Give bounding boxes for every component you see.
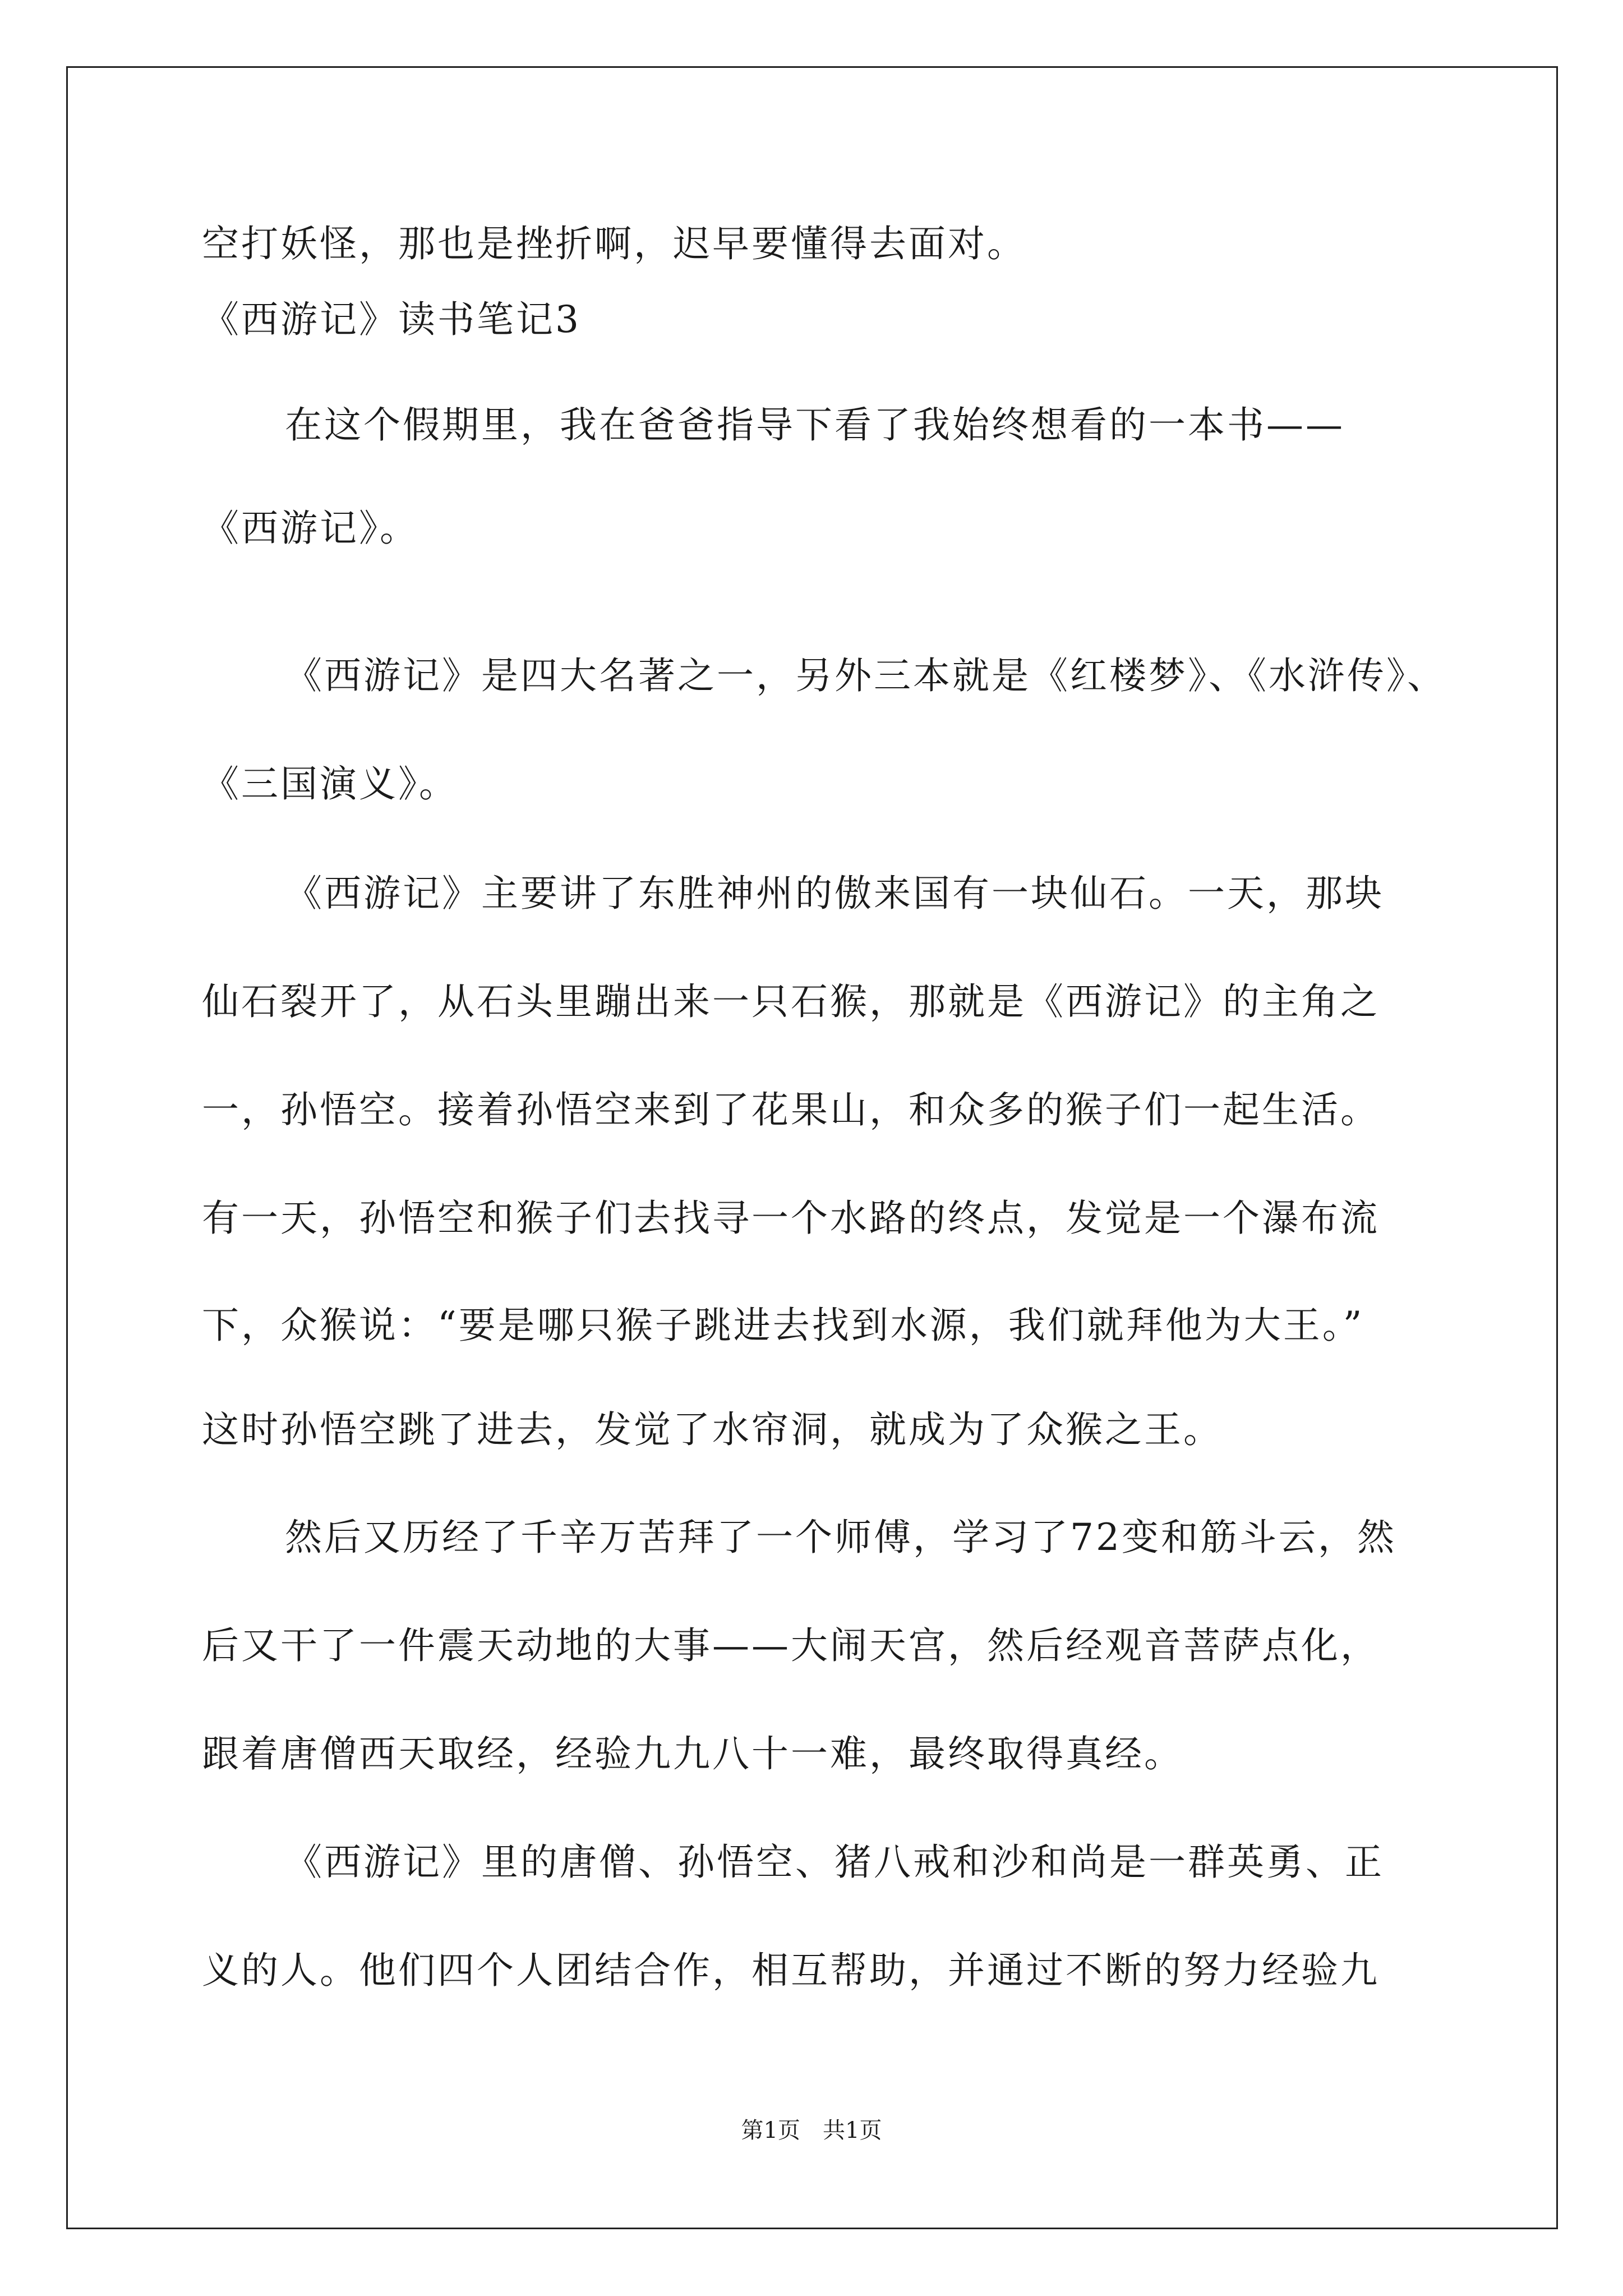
text-line: 下，众猴说：“要是哪只猴子跳进去找到水源，我们就拜他为大王。” <box>202 1304 1364 1347</box>
text-line: 在这个假期里，我在爸爸指导下看了我始终想看的一本书—— <box>285 403 1345 447</box>
text-line: 《西游记》是四大名著之一，另外三本就是《红楼梦》、《水浒传》、 <box>285 654 1446 697</box>
text-line: 《西游记》。 <box>202 507 419 550</box>
page-border <box>66 66 1558 2229</box>
text-line: 有一天，孙悟空和猴子们去找寻一个水路的终点，发觉是一个瀑布流 <box>202 1197 1380 1240</box>
page-number: 第1页 共1页 <box>741 2118 882 2143</box>
text-line: 空打妖怪，那也是挫折啊，迟早要懂得去面对。 <box>202 222 1026 265</box>
section-heading: 《西游记》读书笔记3 <box>202 298 581 341</box>
text-line: 《西游记》里的唐僧、孙悟空、猪八戒和沙和尚是一群英勇、正 <box>285 1841 1384 1884</box>
text-line: 义的人。他们四个人团结合作，相互帮助，并通过不断的努力经验九 <box>202 1949 1380 1992</box>
text-line: 仙石裂开了，从石头里蹦出来一只石猴，那就是《西游记》的主角之 <box>202 980 1380 1023</box>
text-line: 《西游记》主要讲了东胜神州的傲来国有一块仙石。一天，那块 <box>285 872 1384 915</box>
text-line: 《三国演义》。 <box>202 762 458 806</box>
text-line: 后又干了一件震天动地的大事——大闹天宫，然后经观音菩萨点化， <box>202 1624 1380 1667</box>
text-line: 跟着唐僧西天取经，经验九九八十一难，最终取得真经。 <box>202 1732 1183 1775</box>
text-line: 一，孙悟空。接着孙悟空来到了花果山，和众多的猴子们一起生活。 <box>202 1088 1380 1131</box>
text-line: 这时孙悟空跳了进去，发觉了水帘洞，就成为了众猴之王。 <box>202 1408 1223 1451</box>
text-line: 然后又历经了千辛万苦拜了一个师傅，学习了72变和筋斗云，然 <box>285 1516 1396 1559</box>
